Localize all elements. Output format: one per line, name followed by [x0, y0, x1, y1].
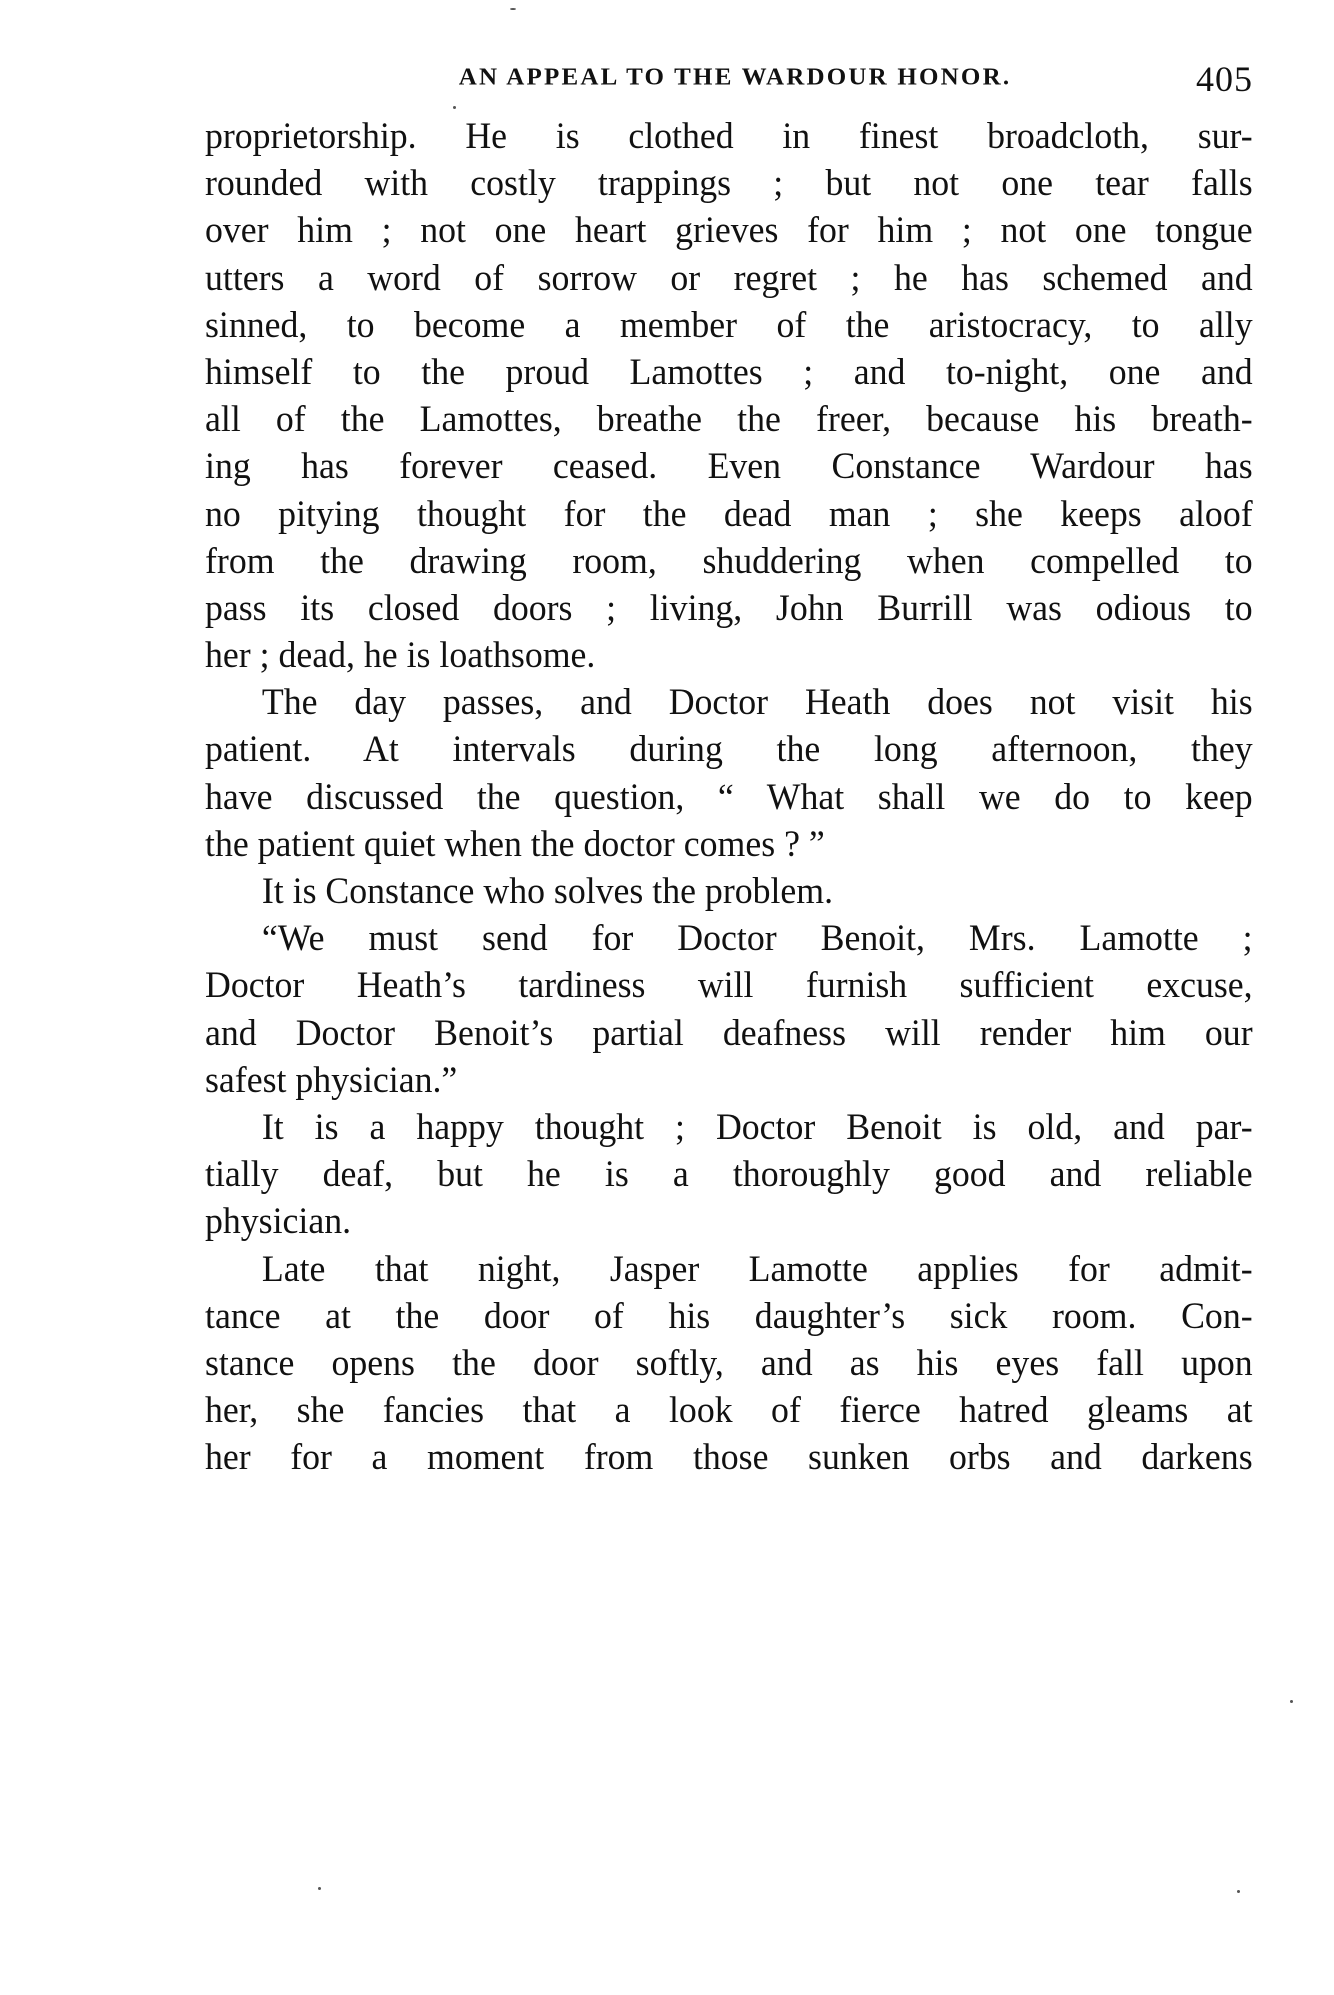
text-line: himself to the proud Lamottes ; and to-night, one and [205, 350, 1253, 392]
scan-speck [1237, 1890, 1240, 1893]
text-line: sinned, to become a member of the aristocracy, to ally [205, 303, 1253, 345]
text-line: safest physician.” [205, 1058, 458, 1100]
text-line: tially deaf, but he is a thoroughly good and reliable [205, 1153, 1253, 1195]
text-line: from the drawing room, shuddering when compelled to [205, 539, 1253, 581]
scan-speck [318, 1887, 321, 1890]
text-line: physician. [205, 1200, 352, 1242]
text-line: proprietorship. He is clothed in finest broadcloth, sur- [205, 115, 1253, 156]
scan-speck [1290, 1700, 1293, 1703]
text-line: her for a moment from those sunken orbs and darkens [205, 1436, 1253, 1478]
text-line: patient. At intervals during the long afternoon, they [205, 728, 1253, 770]
text-line: the patient quiet when the doctor comes ? ” [205, 822, 825, 864]
text-line: over him ; not one heart grieves for him ; not one tongue [205, 209, 1253, 251]
text-line: tance at the door of his daughter’s sick room. Con- [205, 1294, 1253, 1336]
text-line: her, she fancies that a look of fierce hatred gleams at [205, 1389, 1253, 1431]
body-text [205, 112, 1253, 1480]
scan-speck [453, 106, 456, 109]
text-line: and Doctor Benoit’s partial deafness will render him our [205, 1011, 1253, 1053]
text-line: It is Constance who solves the problem. [261, 870, 834, 911]
text-line: have discussed the question, “ What shall we do to keep [205, 775, 1253, 817]
text-line: stance opens the door softly, and as his eyes fall upon [205, 1341, 1253, 1383]
text-line: The day passes, and Doctor Heath does not visit his [261, 681, 1253, 723]
text-line: rounded with costly trappings ; but not one tear falls [205, 162, 1253, 204]
running-head [205, 58, 1253, 98]
text-line: “We must send for Doctor Benoit, Mrs. Lamotte ; [261, 917, 1253, 959]
page-number: 405 [1196, 59, 1253, 99]
text-line: pass its closed doors ; living, John Burrill was odious to [205, 586, 1253, 628]
text-line: no pitying thought for the dead man ; she keeps aloof [205, 492, 1253, 534]
text-line: Doctor Heath’s tardiness will furnish sufficient excuse, [205, 964, 1253, 1006]
text-line: It is a happy thought ; Doctor Benoit is old, and par- [261, 1105, 1253, 1147]
running-title: AN APPEAL TO THE WARDOUR HONOR. [458, 64, 1012, 91]
text-line: ing has forever ceased. Even Constance Wardour has [205, 445, 1253, 487]
text-line: Late that night, Jasper Lamotte applies for admit- [261, 1247, 1253, 1289]
scan-speck [510, 8, 516, 10]
text-line: her ; dead, he is loathsome. [205, 634, 596, 676]
text-line: all of the Lamottes, breathe the freer, because his breath- [205, 398, 1253, 440]
text-line: utters a word of sorrow or regret ; he has schemed and [205, 256, 1253, 298]
